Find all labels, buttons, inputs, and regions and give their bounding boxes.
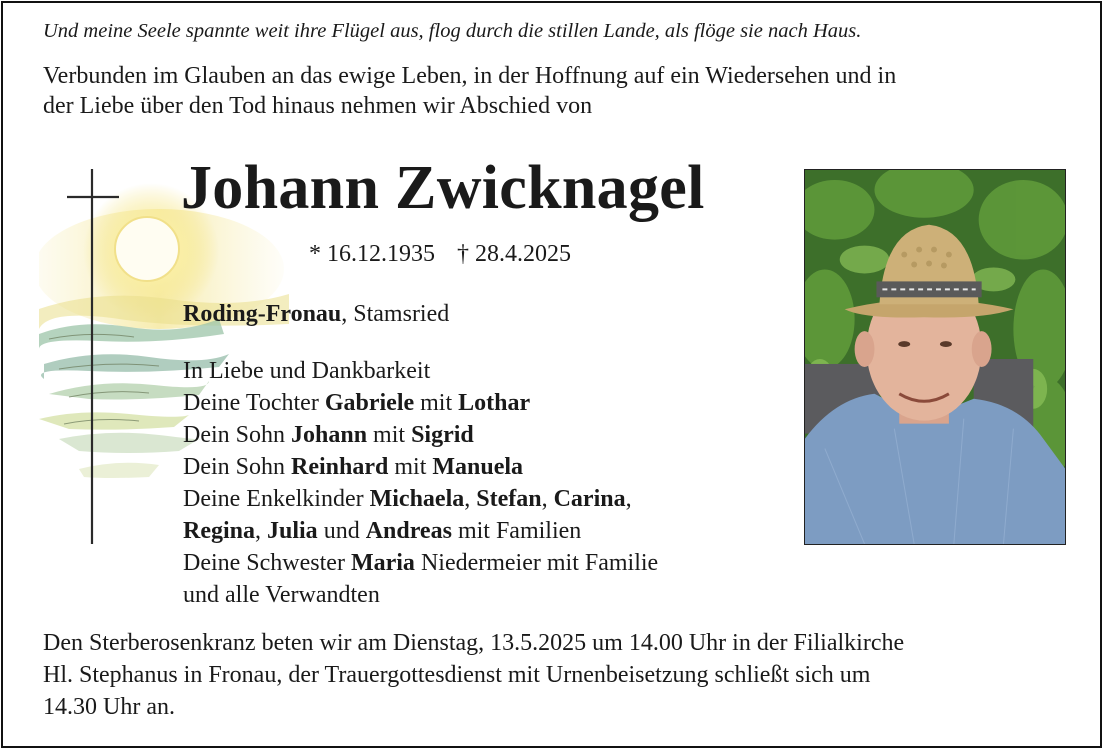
birth-date: * 16.12.1935 — [309, 241, 435, 267]
water-band — [39, 412, 189, 429]
mourners-heading: In Liebe und Dankbarkeit — [183, 358, 431, 384]
mourner-line: Dein Sohn Johann mit Sigrid — [183, 422, 474, 448]
notice-line: Den Sterberosenkranz beten wir am Dienstag, 13.5.2025 um 14.00 Uhr in der Filialkirche — [43, 630, 905, 656]
intro-text — [43, 61, 1063, 121]
life-dates — [309, 241, 571, 268]
residence: Roding-Fronau, Stamsried — [183, 301, 450, 327]
residence-secondary: Stamsried — [353, 301, 450, 327]
mourners-list — [183, 355, 658, 611]
mourner-line: Deine Tochter Gabriele mit Lothar — [183, 390, 531, 416]
notice-line: 14.30 Uhr an. — [43, 694, 175, 720]
intro-line: Verbunden im Glauben an das ewige Leben, in der Hoffnung auf ein Wiedersehen und in — [43, 63, 897, 89]
mourner-line: Dein Sohn Reinhard mit Manuela — [183, 454, 524, 480]
poem-quote: Und meine Seele spannte weit ihre Flügel aus, flog durch die stillen Lande, als flöge sie nach Haus. — [43, 20, 862, 42]
portrait-photo — [804, 169, 1066, 545]
mourner-line: Deine Schwester Maria Niedermeier mit Familie — [183, 550, 659, 576]
intro-line: der Liebe über den Tod hinaus nehmen wir Abschied von — [43, 93, 593, 119]
mourner-line: Deine Enkelkinder Michaela, Stefan, Carina, — [183, 486, 632, 512]
service-notice — [43, 627, 1073, 723]
mourner-line: Regina, Julia und Andreas mit Familien — [183, 518, 582, 544]
deceased-name: Johann Zwicknagel — [181, 154, 705, 222]
sun-icon — [115, 217, 179, 281]
residence-primary: Roding-Fronau — [183, 301, 342, 327]
obituary-frame — [1, 1, 1102, 748]
death-date: † 28.4.2025 — [457, 241, 571, 267]
mourner-line: und alle Verwandten — [183, 582, 380, 608]
notice-line: Hl. Stephanus in Fronau, der Trauergottesdienst mit Urnenbeisetzung schließt sich um — [43, 662, 871, 688]
water-band — [59, 433, 201, 453]
